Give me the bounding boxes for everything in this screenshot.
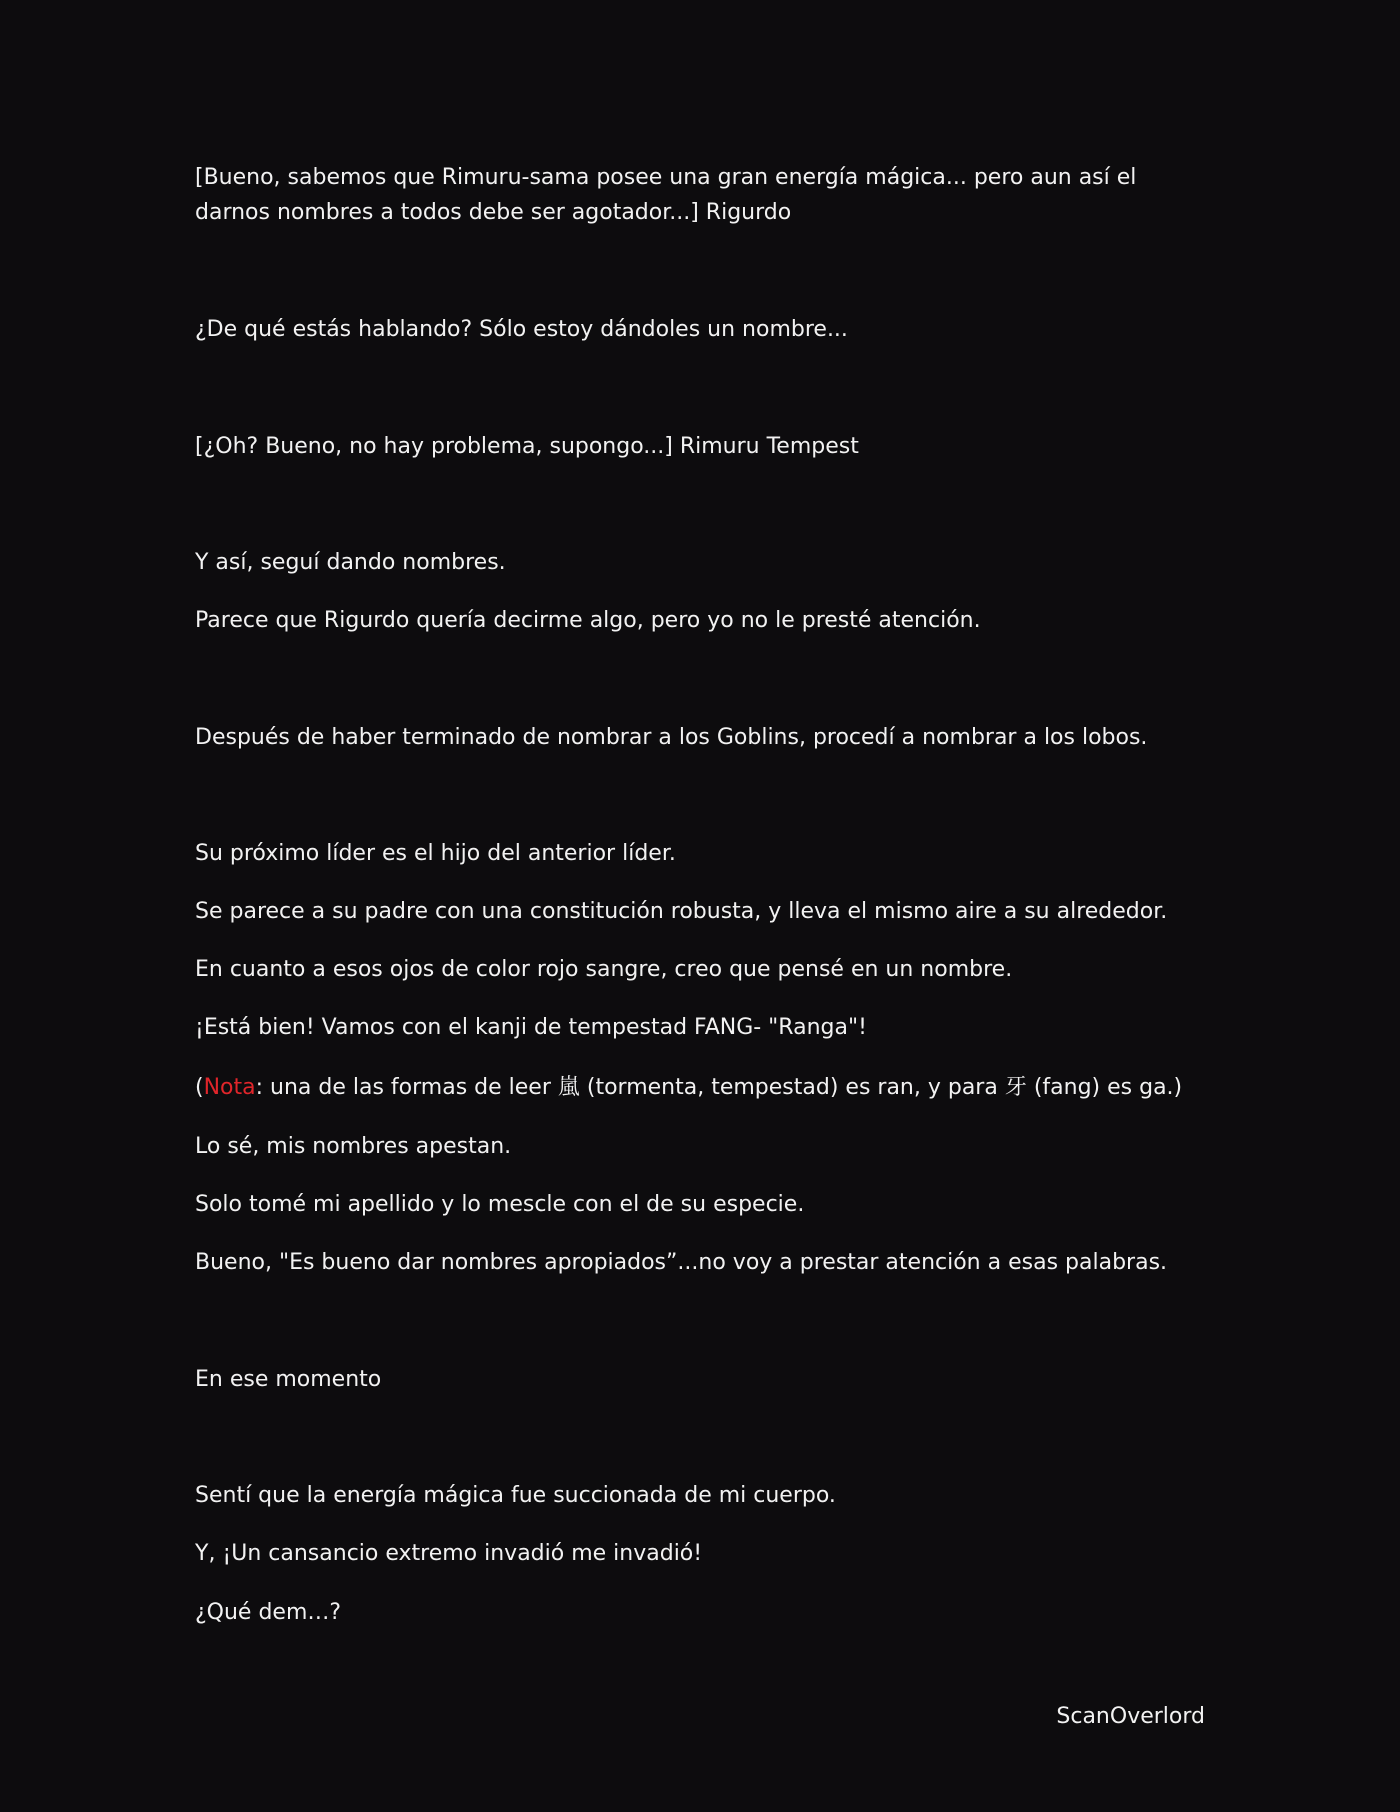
paragraph-goblins-wolves: Después de haber terminado de nombrar a los Goblins, procedí a nombrar a los lobos. bbox=[195, 725, 1148, 750]
paragraph-rigurdo-wanted: Parece que Rigurdo quería decirme algo, pero yo no le presté atención. bbox=[195, 608, 981, 633]
paragraph-red-eyes: En cuanto a esos ojos de color rojo sangre, creo que pensé en un nombre. bbox=[195, 957, 1013, 982]
paragraph-surname: Solo tomé mi apellido y lo mescle con el de su especie. bbox=[195, 1192, 805, 1217]
note-label: Nota bbox=[203, 1075, 256, 1100]
paragraph-rimuru-tempest-quote: [¿Oh? Bueno, no hay problema, supongo...] Rimuru Tempest bbox=[195, 434, 859, 459]
paragraph-rimuru-reply: ¿De qué estás hablando? Sólo estoy dándoles un nombre... bbox=[195, 317, 848, 342]
paragraph-resembles-father: Se parece a su padre con una constitución robusta, y lleva el mismo aire a su alrededor. bbox=[195, 899, 1168, 924]
scanlator-signature: ScanOverlord bbox=[1056, 1704, 1205, 1729]
paragraph-that-moment: En ese momento bbox=[195, 1367, 382, 1392]
paragraph-what-the: ¿Qué dem…? bbox=[195, 1600, 342, 1625]
paragraph-fatigue: Y, ¡Un cansancio extremo invadió me invadió! bbox=[195, 1541, 703, 1566]
paragraph-kept-naming: Y así, seguí dando nombres. bbox=[195, 550, 506, 575]
paragraph-rigurdo-quote: [Bueno, sabemos que Rimuru-sama posee una gran energía mágica... pero aun así el darnos nombres a todos debe ser agotador...] Rigurdo bbox=[195, 165, 1137, 225]
paragraph-note bbox=[195, 1070, 1215, 1105]
paragraph-appropriate-names: Bueno, "Es bueno dar nombres apropiados”...no voy a prestar atención a esas palabras. bbox=[195, 1250, 1168, 1275]
note-text: : una de las formas de leer 嵐 (tormenta, tempestad) es ran, y para 牙 (fang) es ga.) bbox=[255, 1075, 1183, 1100]
paragraph-next-leader: Su próximo líder es el hijo del anterior líder. bbox=[195, 841, 676, 866]
paragraph-energy-sucked: Sentí que la energía mágica fue succionada de mi cuerpo. bbox=[195, 1483, 836, 1508]
paragraph-names-stink: Lo sé, mis nombres apestan. bbox=[195, 1134, 512, 1159]
note-open-paren: ( bbox=[195, 1075, 204, 1100]
paragraph-ranga: ¡Está bien! Vamos con el kanji de tempestad FANG- "Ranga"! bbox=[195, 1015, 867, 1040]
